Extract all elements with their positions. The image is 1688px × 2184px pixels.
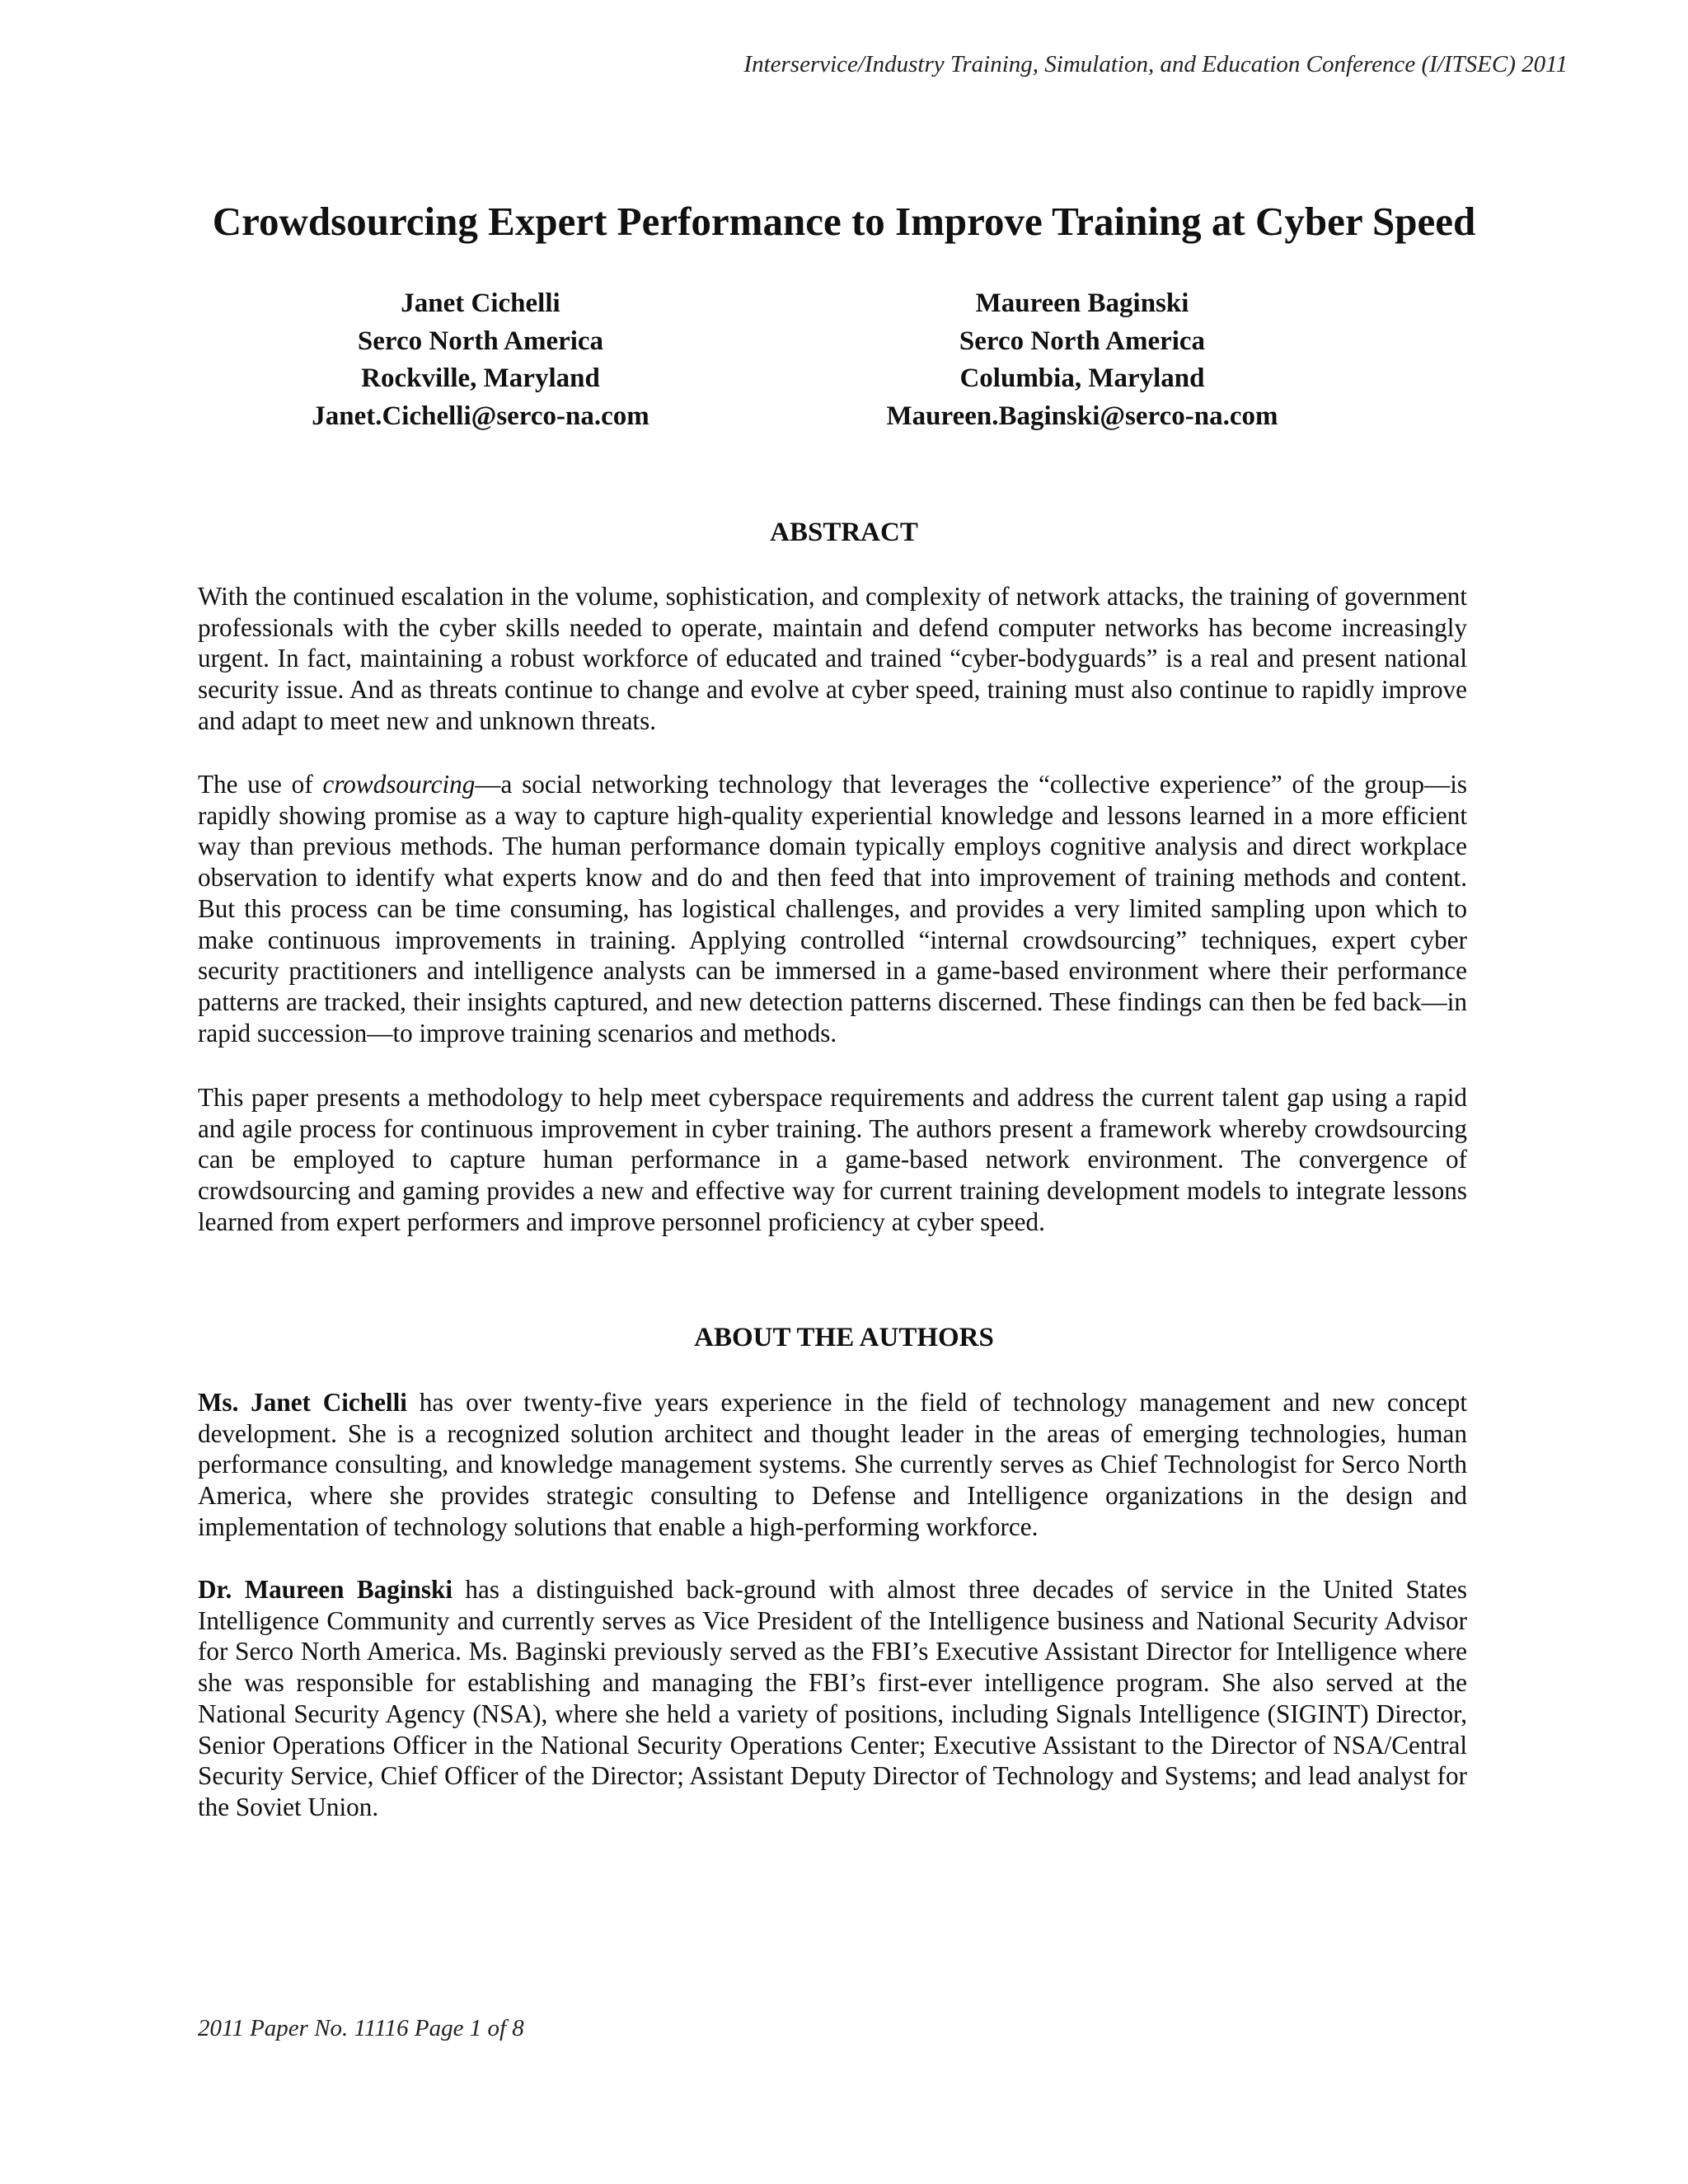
author-name: Maureen Baginski: [975, 288, 1189, 318]
bio-text: has over twenty-five years experience in the field of technology management and new concept development. She is a recognized solution architect and thought leader in the areas of emerging technologies, human performance consulting, and knowledge management systems. She currently serves as Chief Technologist for Serco North America, where she provides strategic consulting to Defense and Intelligence organizations in the design and implementation of technology solutions that enable a high-performing workforce.: [198, 1388, 1467, 1541]
author-bio-2: [198, 1574, 1467, 1823]
abstract-heading: ABSTRACT: [770, 518, 918, 547]
page-footer: 2011 Paper No. 11116 Page 1 of 8: [198, 2015, 524, 2041]
author-block-2: [810, 285, 1354, 435]
abstract-paragraph-2: [198, 769, 1467, 1048]
bio-name: Dr. Maureen Baginski: [198, 1575, 452, 1604]
author-location: Rockville, Maryland: [361, 363, 600, 393]
about-authors-heading: ABOUT THE AUTHORS: [694, 1323, 994, 1352]
paragraph-lead: The use of: [198, 770, 323, 799]
bio-text: has a distinguished back-ground with almost three decades of service in the United States Intelligence Community and currently serves as Vice President of the Intelligence business and National Security Advisor for Serco North America. Ms. Baginski previously served as the FBI’s Executive Assistant Director for Intelligence where she was responsible for establishing and managing the FBI’s first-ever intelligence program. She also served at the National Security Agency (NSA), where she held a variety of positions, including Signals Intelligence (SIGINT) Director, Senior Operations Officer in the National Security Operations Center; Executive Assistant to the Director of NSA/Central Security Service, Chief Officer of the Director; Assistant Deputy Director of Technology and Systems; and lead analyst for the Soviet Union.: [198, 1575, 1467, 1821]
paragraph-text: With the continued escalation in the volume, sophistication, and complexity of network attacks, the training of government professionals with the cyber skills needed to operate, maintain and defend computer networks has become increasingly urgent. In fact, maintaining a robust workforce of educated and trained “cyber-bodyguards” is a real and present national security issue. And as threats continue to change and evolve at cyber speed, training must also continue to rapidly improve and adapt to meet new and unknown threats.: [198, 582, 1467, 735]
author-bio-1: [198, 1387, 1467, 1543]
abstract-paragraph-3: [198, 1082, 1467, 1238]
author-name: Janet Cichelli: [401, 288, 560, 318]
abstract-paragraph-1: [198, 581, 1467, 737]
author-location: Columbia, Maryland: [959, 363, 1205, 393]
author-email: Maureen.Baginski@serco-na.com: [886, 401, 1278, 431]
author-organization: Serco North America: [357, 326, 604, 356]
paragraph-text: This paper presents a methodology to help meet cyberspace requirements and address the current talent gap using a rapid and agile process for continuous improvement in cyber training. The authors present a framework whereby crowdsourcing can be employed to capture human performance in a game-based network environment. The convergence of crowdsourcing and gaming provides a new and effective way for current training development models to integrate lessons learned from expert performers and improve personnel proficiency at cyber speed.: [198, 1083, 1467, 1236]
paper-title: Crowdsourcing Expert Performance to Improve Training at Cyber Speed: [212, 199, 1476, 244]
bio-name: Ms. Janet Cichelli: [198, 1388, 407, 1417]
paragraph-text: —a social networking technology that leverages the “collective experience” of the group—is rapidly showing promise as a way to capture high-quality experiential knowledge and lessons learned in a more efficient way than previous methods. The human performance domain typically employs cognitive analysis and direct workplace observation to identify what experts know and do and then feed that into improvement of training methods and content. But this process can be time consuming, has logistical challenges, and provides a very limited sampling upon which to make continuous improvements in training. Applying controlled “internal crowdsourcing” techniques, expert cyber security practitioners and intelligence analysts can be immersed in a game-based environment where their performance patterns are tracked, their insights captured, and new detection patterns discerned. These findings can then be fed back—in rapid succession—to improve training scenarios and methods.: [198, 770, 1468, 1047]
author-block-1: [209, 285, 753, 435]
emphasized-term: crowdsourcing: [322, 770, 476, 799]
author-email: Janet.Cichelli@serco-na.com: [312, 401, 649, 431]
running-header: Interservice/Industry Training, Simulation, and Education Conference (I/ITSEC) 2011: [743, 51, 1568, 77]
author-organization: Serco North America: [959, 326, 1206, 356]
